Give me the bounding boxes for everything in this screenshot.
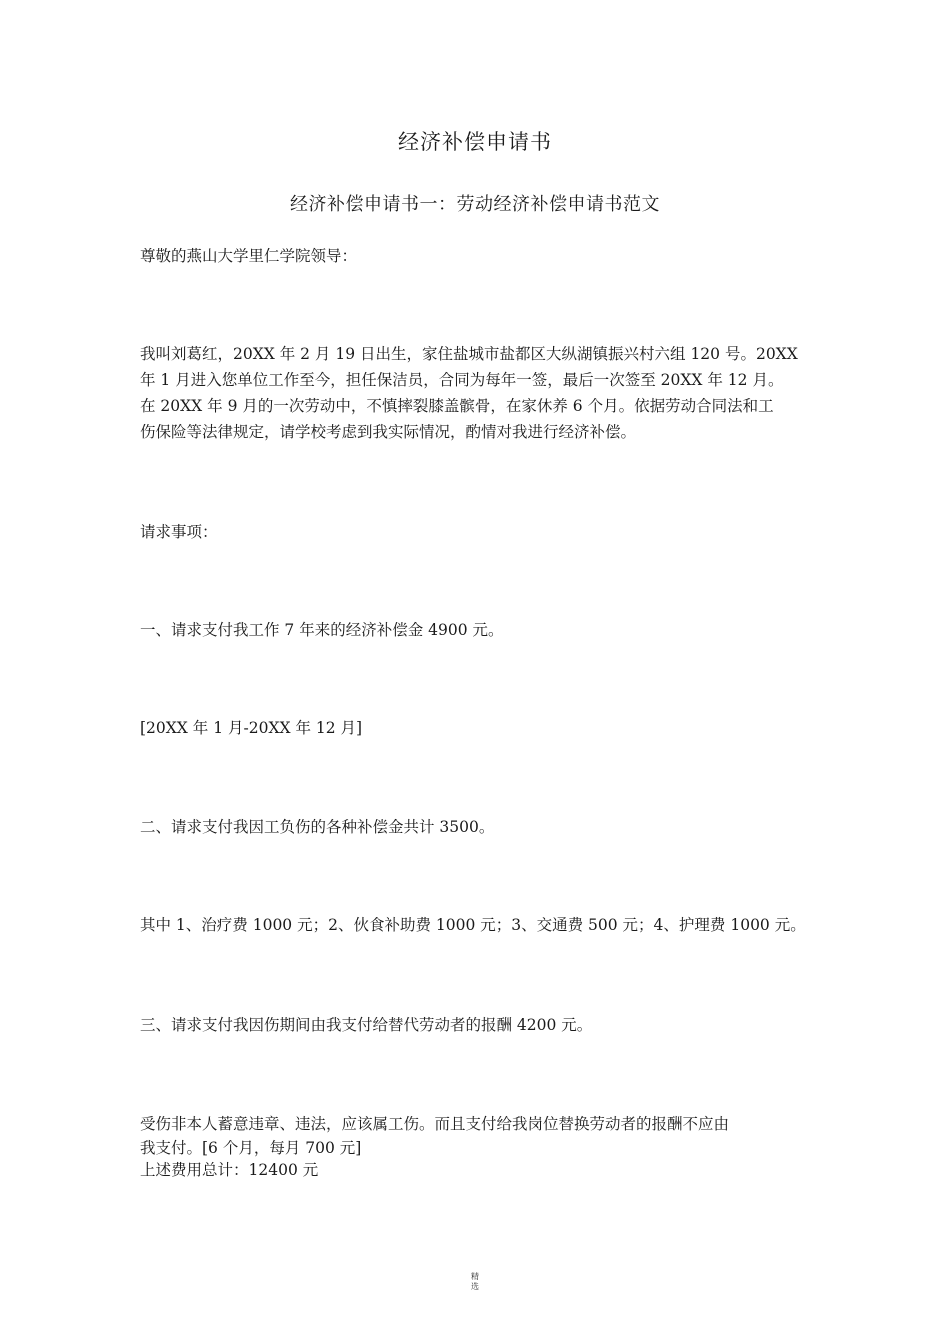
document-title: 经济补偿申请书 — [398, 130, 552, 154]
document-subtitle: 经济补偿申请书一：劳动经济补偿申请书范文 — [290, 194, 660, 215]
request-item-3: 三、请求支付我因伤期间由我支付给替代劳动者的报酬 4200 元。 — [140, 1016, 593, 1034]
intro-line: 我叫刘葛红，20XX 年 2 月 19 日出生，家住盐城市盐都区大纵湖镇振兴村六组 120 号。20XX — [140, 345, 798, 363]
intro-line: 在 20XX 年 9 月的一次劳动中，不慎摔裂膝盖髌骨，在家休养 6 个月。依据劳动合同法和工 — [140, 397, 774, 415]
request-item-2-detail: 其中 1、治疗费 1000 元；2、伙食补助费 1000 元；3、交通费 500 元；4、护理费 1000 元。 — [140, 916, 806, 934]
request-item-1-period: [20XX 年 1 月-20XX 年 12 月] — [140, 719, 363, 737]
footer-mark — [0, 1272, 950, 1292]
requests-heading: 请求事项： — [140, 523, 218, 541]
request-item-1: 一、请求支付我工作 7 年来的经济补偿金 4900 元。 — [140, 621, 504, 639]
footer-char: 选 — [471, 1282, 479, 1291]
intro-paragraph — [140, 341, 816, 445]
request-item-2: 二、请求支付我因工负伤的各种补偿金共计 3500。 — [140, 818, 495, 836]
intro-line: 年 1 月进入您单位工作至今，担任保洁员，合同为每年一签，最后一次签至 20XX 年 12 月。 — [140, 371, 784, 389]
closing-line: 我支付。[6 个月，每月 700 元] — [140, 1139, 362, 1157]
footer-char: 精 — [471, 1272, 479, 1281]
closing-line: 受伤非本人蓄意违章、违法，应该属工伤。而且支付给我岗位替换劳动者的报酬不应由 — [140, 1115, 730, 1133]
total-amount: 上述费用总计：12400 元 — [140, 1161, 319, 1179]
salutation: 尊敬的燕山大学里仁学院领导： — [140, 247, 358, 265]
intro-line: 伤保险等法律规定，请学校考虑到我实际情况，酌情对我进行经济补偿。 — [140, 423, 637, 441]
